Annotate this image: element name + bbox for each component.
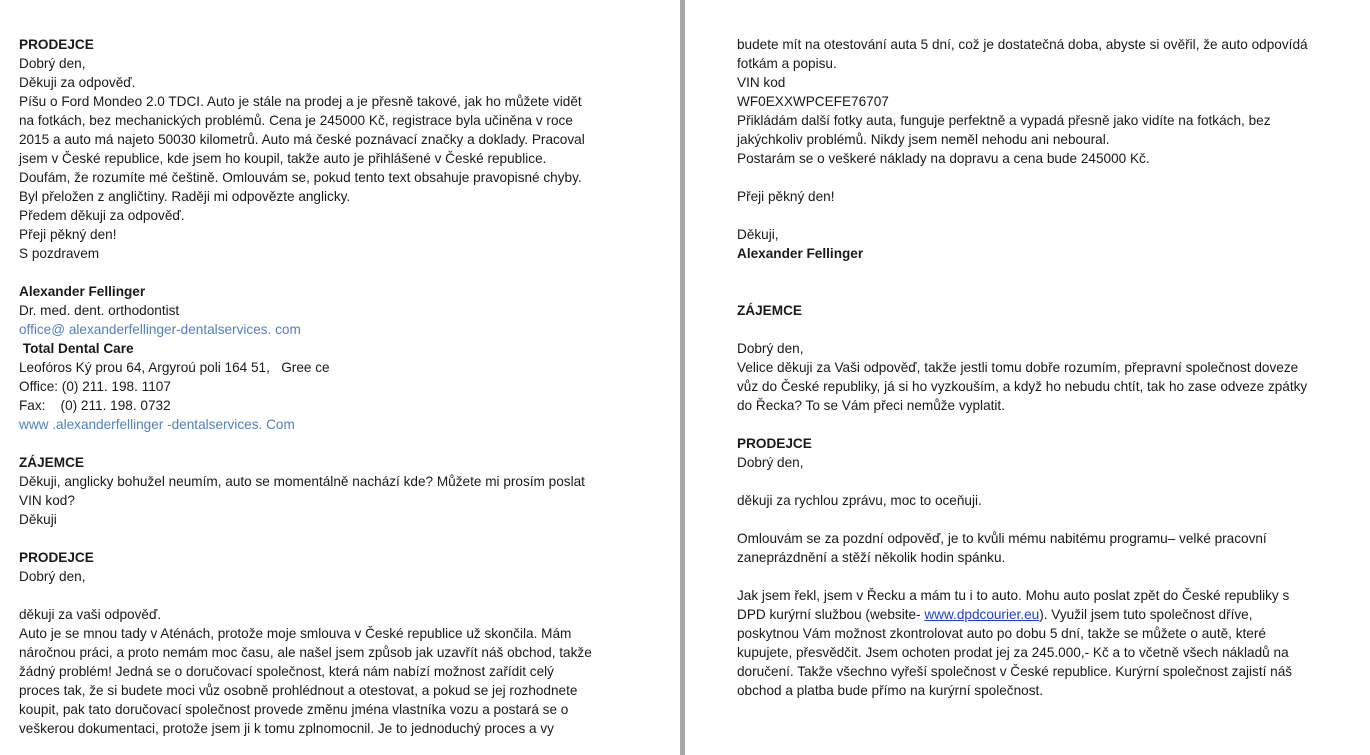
text-line: Přikládám další fotky auta, funguje perfektně a vypadá přesně jako vidíte na fotkách, bez (737, 113, 1271, 128)
signature-company: Total Dental Care (19, 341, 134, 356)
text-line: Děkuji (19, 512, 57, 527)
vin-code: WF0EXXWPCEFE76707 (737, 94, 889, 109)
text-line: Postarám se o veškeré náklady na dopravu a cena bude 245000 Kč. (737, 151, 1150, 166)
greeting: Dobrý den, (19, 569, 86, 584)
blank-line (737, 263, 1347, 282)
text-line: budete mít na otestování auta 5 dní, což je dostatečná doba, abyste si ověřil, že auto odpovídá (737, 37, 1308, 52)
text-line: 2015 a auto má najeto 50030 kilometrů. Auto má české poznávací značky a doklady. Pracoval (19, 132, 585, 147)
message-4 (737, 358, 1347, 415)
text-line: S pozdravem (19, 246, 100, 261)
seller-heading: PRODEJCE (737, 436, 812, 451)
greeting: Dobrý den, (737, 455, 804, 470)
blank-line (737, 320, 1347, 339)
text-line: Doufám, že rozumíte mé češtině. Omlouvám se, pokud tento text obsahuje pravopisné chyby. (19, 170, 582, 185)
blank-line (19, 434, 649, 453)
text-line: Auto je se mnou tady v Aténách, protože moje smlouva v České republice už skončila. Mám (19, 626, 572, 641)
text-line: fotkám a popisu. (737, 56, 837, 71)
right-column (737, 35, 1347, 700)
message-3 (19, 605, 649, 738)
text-line: Dobrý den, (19, 56, 86, 71)
text-line (737, 605, 1347, 624)
blank-line (737, 206, 1347, 225)
text-line: kupujete, přesvědčit. Jsem ochoten prodat jej za 245.000,- Kč a to včetně všech nákladů na (737, 645, 1289, 660)
signature-name: Alexander Fellinger (19, 284, 146, 299)
right-page (688, 0, 1370, 755)
text-line: jsem v České republice, kde jsem ho koupil, takže auto je přihlášené v České republice. (19, 151, 547, 166)
thanks-line: Děkuji, (737, 227, 779, 242)
text-line: proces tak, že si budete moci vůz osobně prohlédnout a otestovat, a pokud se jej rozhodnete (19, 683, 578, 698)
page-divider (680, 0, 685, 755)
blank-line (737, 472, 1347, 491)
seller-heading: PRODEJCE (19, 550, 94, 565)
message-2 (19, 472, 649, 529)
text-line: Velice děkuji za Vaši odpověď, takže jestli tomu dobře rozumím, přepravní společnost doveze (737, 360, 1299, 375)
buyer-heading: ZÁJEMCE (19, 455, 84, 470)
text-line: koupit, pak tato doručovací společnost provede změnu jména vlastníka vozu a postará se o (19, 702, 569, 717)
blank-line (737, 510, 1347, 529)
text-line: Byl přeložen z angličtiny. Raději mi odpovězte anglicky. (19, 189, 351, 204)
text-line: Píšu o Ford Mondeo 2.0 TDCI. Auto je stále na prodej a je přesně takové, jak ho můžete vidět (19, 94, 582, 109)
text-line: děkuji za vaši odpověď. (19, 607, 162, 622)
text-line: Děkuji, anglicky bohužel neumím, auto se momentálně nachází kde? Můžete mi prosím poslat (19, 474, 585, 489)
blank-line (737, 567, 1347, 586)
buyer-heading: ZÁJEMCE (737, 303, 802, 318)
signature-title: Dr. med. dent. orthodontist (19, 303, 180, 318)
text-line: poskytnou Vám možnost zkontrolovat auto po dobu 5 dní, takže se můžete o autě, které (737, 626, 1266, 641)
text-line: jakýchkoliv problémů. Nikdy jsem neměl nehodu ani neboural. (737, 132, 1110, 147)
text-line: děkuji za rychlou zprávu, moc to oceňuji. (737, 493, 982, 508)
text-line: do Řecka? To se Vám přeci nemůže vyplatit. (737, 398, 1005, 413)
text-line: žádný problém! Jedná se o doručovací společnost, která nám nabízí možnost zařídit celý (19, 664, 554, 679)
signature-website[interactable]: www .alexanderfellinger -dentalservices. Com (19, 417, 295, 432)
message-5-shipping (737, 586, 1347, 700)
text-line: vůz do České republiky, já si ho vyzkouším, a když ho nebudu chtít, tak ho zase odveze zpátky (737, 379, 1308, 394)
message-5-apology (737, 529, 1347, 567)
signature-fax: Fax: (0) 211. 198. 0732 (19, 398, 171, 413)
message-1 (19, 54, 649, 263)
blank-line (19, 586, 649, 605)
text-line: Předem děkuji za odpověď. (19, 208, 185, 223)
blank-line (737, 282, 1347, 301)
left-page (0, 0, 680, 755)
text-line: veškerou dokumentaci, protože jsem ji k tomu zplnomocnil. Je to jednoduchý proces a vy (19, 721, 554, 736)
text-line: VIN kod? (19, 493, 75, 508)
blank-line (19, 263, 649, 282)
left-column (19, 35, 649, 738)
text-line: náročnou práci, a proto nemám moc času, ale našel jsem způsob jak uzavřít náš obchod, takže (19, 645, 592, 660)
text-line: VIN kod (737, 75, 786, 90)
message-3-continued (737, 35, 1347, 168)
text-line: zaneprázdnění a stěží několik hodin spánku. (737, 550, 1006, 565)
wish-line: Přeji pěkný den! (737, 189, 835, 204)
signature-email[interactable]: office@ alexanderfellinger-dentalservices. com (19, 322, 301, 337)
signature-address: Leofóros Ký prou 64, Argyroú poli 164 51, Gree ce (19, 360, 330, 375)
blank-line (737, 415, 1347, 434)
blank-line (737, 168, 1347, 187)
signature-block (19, 282, 649, 434)
signature-office-phone: Office: (0) 211. 198. 1107 (19, 379, 171, 394)
signature-name: Alexander Fellinger (737, 246, 864, 261)
text-line: Omlouvám se za pozdní odpověď, je to kvůli mému nabitému programu– velké pracovní (737, 531, 1267, 546)
text-line: Jak jsem řekl, jsem v Řecku a mám tu i to auto. Mohu auto poslat zpět do České republiky s (737, 588, 1290, 603)
dpd-website-link[interactable]: www.dpdcourier.eu (924, 607, 1040, 622)
seller-heading: PRODEJCE (19, 37, 94, 52)
text-line: na fotkách, bez mechanických problémů. Cena je 245000 Kč, registrace byla učiněna v roce (19, 113, 573, 128)
text-segment: DPD kurýrní službou (website- (737, 607, 925, 622)
greeting: Dobrý den, (737, 341, 804, 356)
blank-line (19, 529, 649, 548)
text-segment: ). Využil jsem tuto společnost dříve, (1039, 607, 1253, 622)
text-line: obchod a platba bude přímo na kurýrní společnost. (737, 683, 1044, 698)
text-line: Děkuji za odpověď. (19, 75, 136, 90)
text-line: doručení. Takže všechno vyřeší společnost v České republice. Kurýrní společnost zajistí náš (737, 664, 1293, 679)
text-line: Přeji pěkný den! (19, 227, 117, 242)
